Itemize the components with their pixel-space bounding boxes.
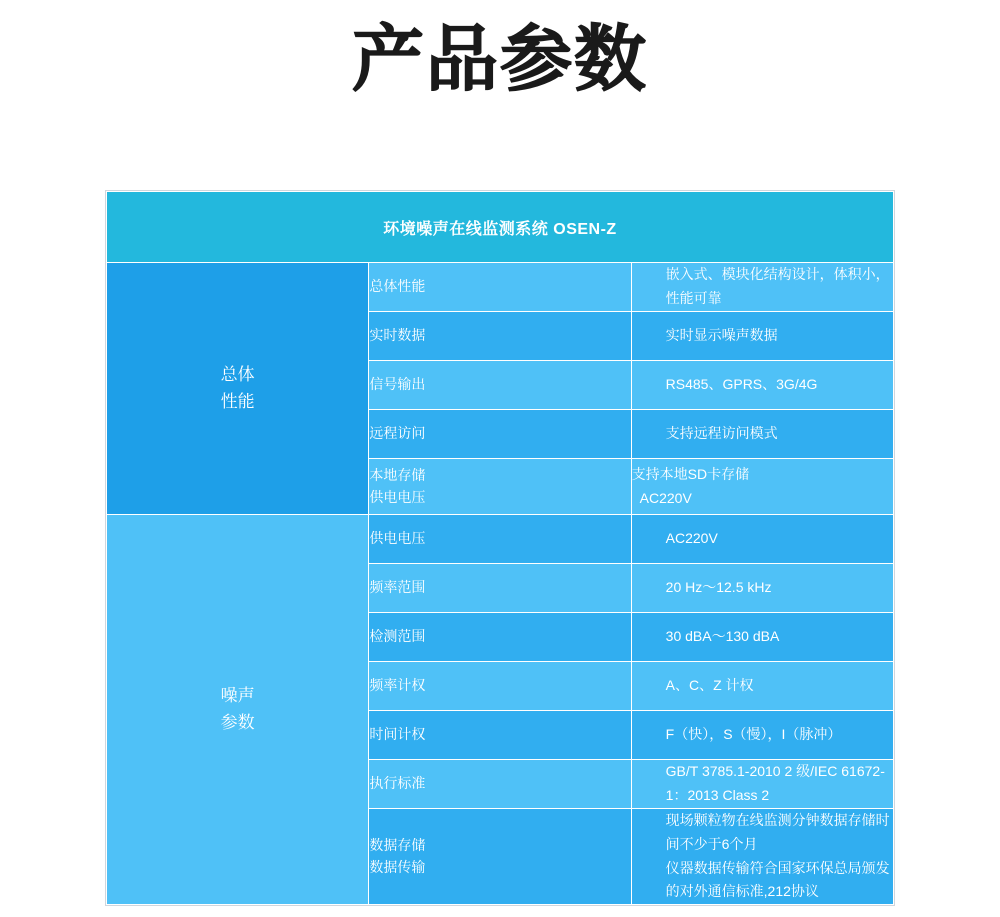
row-value: 现场颗粒物在线监测分钟数据存储时间不少于6个月 [665,812,890,852]
row-value-pair [631,459,893,515]
row-key: 总体性能 [369,263,631,312]
row-key: 频率范围 [369,564,631,613]
row-key: 信号输出 [369,361,631,410]
row-value: A、C、Z 计权 [631,662,893,711]
group-label-line1: 总体 [220,365,255,385]
group-label-line2: 性能 [220,391,255,411]
row-key: 检测范围 [369,613,631,662]
group-label-line1: 噪声 [220,686,255,706]
group-label-line2: 参数 [220,712,255,732]
row-value: 20 Hz～12.5 kHz [631,564,893,613]
row-value: 支持本地SD卡存储 [631,465,750,482]
table-row [107,263,894,312]
row-key: 数据存储 [369,836,426,853]
row-key: 本地存储 [369,466,426,483]
row-value: 支持远程访问模式 [631,410,893,459]
row-key-pair [369,459,631,515]
row-key-pair [369,809,631,905]
row-value-pair [631,809,893,905]
table-header-row [107,192,894,263]
row-key: 频率计权 [369,662,631,711]
table-header-title: 环境噪声在线监测系统 OSEN-Z [107,192,894,263]
row-key-secondary: 供电电压 [369,488,426,505]
page-title: 产品参数 [351,17,648,101]
row-value: 实时显示噪声数据 [631,312,893,361]
row-key: 执行标准 [369,760,631,809]
row-key: 实时数据 [369,312,631,361]
row-value-secondary: AC220V [639,489,692,506]
row-key: 供电电压 [369,515,631,564]
row-value: RS485、GPRS、3G/4G [631,361,893,410]
row-value: 嵌入式、模块化结构设计，体积小，性能可靠 [631,263,893,312]
table-row [107,515,894,564]
row-key-secondary: 数据传输 [369,858,426,875]
group-label-overall [107,263,369,515]
row-value: F（快），S（慢），I（脉冲） [631,711,893,760]
row-value: GB/T 3785.1-2010 2 级/IEC 61672-1：2013 Class 2 [631,760,893,809]
group-label-noise [107,515,369,905]
spec-table-container [105,190,895,906]
row-key: 时间计权 [369,711,631,760]
row-key: 远程访问 [369,410,631,459]
row-value-secondary: 仪器数据传输符合国家环保总局颁发的对外通信标准,212协议 [665,859,890,900]
spec-table [106,191,894,905]
row-value: AC220V [631,515,893,564]
row-value: 30 dBA～130 dBA [631,613,893,662]
